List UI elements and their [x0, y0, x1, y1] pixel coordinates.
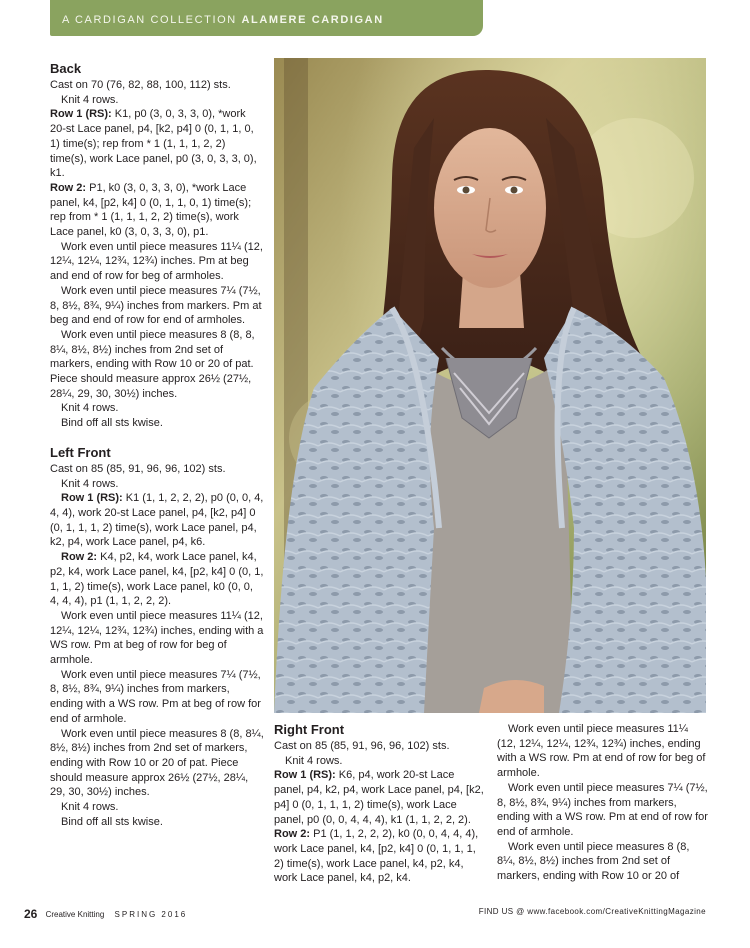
back-armhole-begin: Work even until piece measures 11¼ (12, 12¼, 12¼, 12¾, 12¾) inches. Pm at beg and end of row for beg of armholes. — [50, 240, 263, 283]
right-front-shoulder: Work even until piece measures 8 (8, 8¼, 8½, 8½) inches from 2nd set of markers, ending with Row 10 or 20 of — [497, 840, 690, 883]
left-front-knit-rows-end: Knit 4 rows. — [61, 801, 119, 814]
back-knit-rows: Knit 4 rows. — [61, 93, 119, 106]
back-armhole-end: Work even until piece measures 7¼ (7½, 8, 8½, 8¾, 9¼) inches from markers. Pm at beg and end of row for end of armholes. — [50, 284, 262, 327]
pattern-title: ALAMERE CARDIGAN — [241, 14, 384, 26]
left-front-armhole-end: Work even until piece measures 7¼ (7½, 8, 8½, 8¾, 9¼) inches from markers, ending with a WS row. Pm at beg of row for end of armhole. — [50, 668, 261, 725]
right-front-armhole-begin: Work even until piece measures 11¼ (12, 12¼, 12¼, 12¾, 12¾) inches, ending with a WS row. Pm at end of row for beg of armhole. — [497, 723, 706, 780]
right-column — [497, 722, 709, 884]
footer-find-us: FIND US @ www.facebook.com/CreativeKnittingMagazine — [478, 907, 706, 916]
back-shoulder: Work even until piece measures 8 (8, 8, 8¼, 8½, 8½) inches from 2nd set of markers, ending with Row 10 or 20 of pat. Piece should measure approx 26½ (27½, 28¼, 29, 30, 30½) inches. — [50, 328, 255, 400]
back-cast-on: Cast on 70 (76, 82, 88, 100, 112) sts. — [50, 79, 231, 91]
right-front-row-2: Row 2: P1 (1, 1, 2, 2, 2), k0 (0, 0, 4, 4, 4), work Lace panel, k4, [p2, k4] 0 (0, 1, 1, 1, 2) time(s), work Lace panel, k4, p2, k4, work Lace panel, k4, p2, k4. — [274, 828, 479, 885]
left-front-row-2: Row 2: K4, p2, k4, work Lace panel, k4, p2, k4, work Lace panel, k4, [p2, k4] 0 (0, 1, 1, 1, 2) time(s), work Lace panel, k0 (0, 0, 4, 4, 4), p1 (1, 1, 2, 2, 2). — [50, 551, 264, 608]
left-front-bind-off: Bind off all sts kwise. — [61, 815, 163, 828]
model-illustration — [274, 58, 706, 713]
back-row-1: Row 1 (RS): K1, p0 (3, 0, 3, 3, 0), *work 20-st Lace panel, p4, [k2, p4] 0 (0, 1, 1, 0, 1) time(s); rep from * 1 (1, 1, 1, 2, 2) time(s), work Lace panel, p0 (3, 0, 3, 3, 0), k1. — [50, 108, 257, 180]
cardigan-photo — [274, 58, 706, 713]
left-front-cast-on: Cast on 85 (85, 91, 96, 96, 102) sts. — [50, 462, 226, 475]
right-front-heading: Right Front — [274, 722, 345, 737]
back-row-2: Row 2: P1, k0 (3, 0, 3, 3, 0), *work Lace panel, k4, [p2, k4] 0 (0, 1, 1, 0, 1) time(s); rep from * 1 (1, 1, 1, 2, 2) time(s), work Lace panel, k0 (3, 0, 3, 3, 0), p1. — [50, 181, 252, 239]
right-front-knit-rows: Knit 4 rows. — [285, 754, 343, 767]
right-front-row-1: Row 1 (RS): K6, p4, work 20-st Lace panel, p4, k2, p4, work Lace panel, p4, [k2, p4] 0 (0, 1, 1, 1, 2) time(s), work Lace panel, p0 (0, 0, 4, 4, 4), k1 (1, 1, 2, 2, 2). — [274, 769, 484, 826]
page-number: 26 — [24, 907, 38, 921]
back-heading: Back — [50, 61, 82, 76]
right-front-armhole-end: Work even until piece measures 7¼ (7½, 8, 8½, 8¾, 9¼) inches from markers, ending with a WS row. Pm at end of row for end of armhole. — [497, 781, 708, 838]
left-front-shoulder: Work even until piece measures 8 (8, 8¼, 8½, 8½) inches from 2nd set of markers, ending with Row 10 or 20 of pat. Piece should measure approx 26½ (27½, 28¼, 29, 30, 30½) inches. — [50, 727, 264, 799]
issue-label: SPRING 2016 — [114, 910, 188, 919]
left-front-heading: Left Front — [50, 444, 111, 460]
middle-column — [274, 722, 484, 886]
collection-label: A CARDIGAN COLLECTION — [62, 14, 237, 26]
back-bind-off: Bind off all sts kwise. — [61, 417, 163, 430]
footer-left — [24, 907, 187, 921]
magazine-name: Creative Knitting — [45, 910, 105, 919]
left-front-row-1: Row 1 (RS): K1 (1, 1, 2, 2, 2), p0 (0, 0, 4, 4, 4), work 20-st Lace panel, p4, [k2, p4] 0 (0, 1, 1, 1, 2) time(s), work Lace panel, p4, k2, p4, work Lace panel, p4, k6. — [50, 492, 264, 549]
right-front-cast-on: Cast on 85 (85, 91, 96, 96, 102) sts. — [274, 740, 450, 752]
left-front-knit-rows: Knit 4 rows. — [61, 477, 119, 490]
left-front-armhole-begin: Work even until piece measures 11¼ (12, 12¼, 12¼, 12¾, 12¾) inches, ending with a WS row. Pm at beg of row for beg of armhole. — [50, 609, 264, 667]
left-column — [50, 61, 264, 829]
back-knit-rows-end: Knit 4 rows. — [61, 402, 119, 415]
header-tab — [50, 0, 483, 36]
